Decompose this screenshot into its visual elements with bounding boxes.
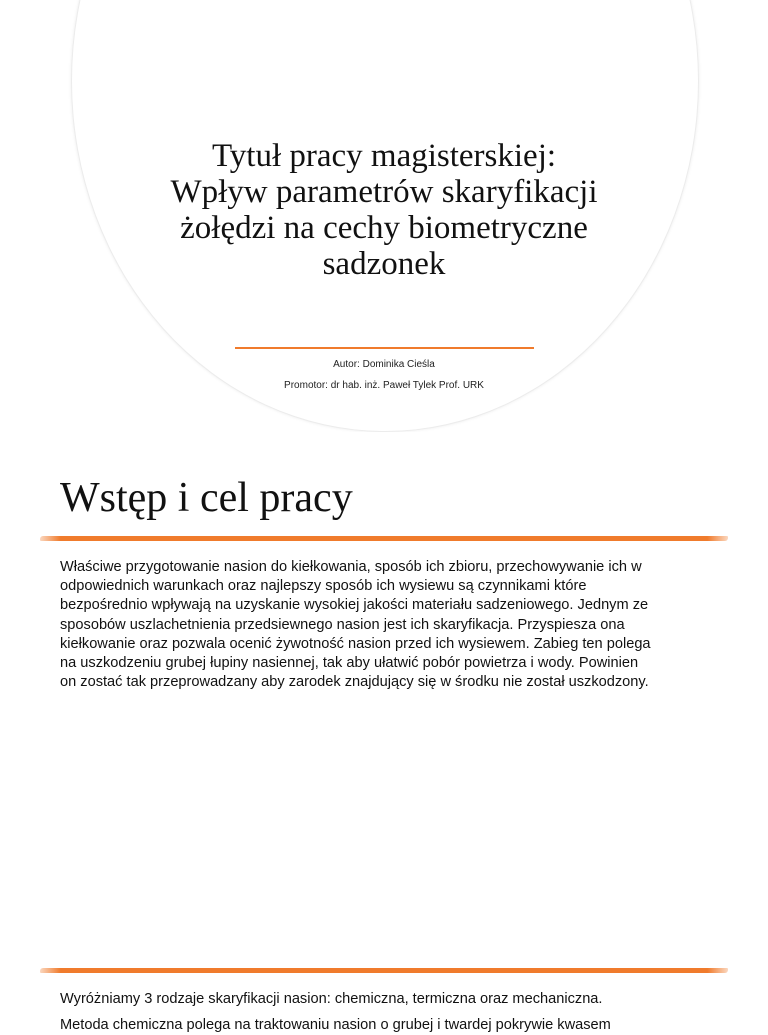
title-divider	[235, 347, 534, 349]
thesis-title-line: Wpływ parametrów skaryfikacji	[170, 174, 598, 210]
paragraph-line: odpowiednich warunkach oraz najlepszy sposób ich wysiewu są czynnikami które	[60, 578, 587, 595]
paragraph-line: sposobów uszlachetnienia przedsiewnego nasion jest ich skaryfikacja. Przyspiesza ona	[60, 616, 625, 633]
chemical-method-line: Metoda chemiczna polega na traktowaniu nasion o grubej i twardej pokrywie kwasem	[60, 1017, 611, 1033]
paragraph-line: na uszkodzeniu grubej łupiny nasiennej, tak aby ułatwić pobór powietrza i wody. Powinien	[60, 655, 639, 672]
paragraph-line: on zostać tak przeprowadzany aby zarodek znajdujący się w środku nie został uszkodzony.	[60, 674, 649, 691]
author-line: Autor: Dominika Cieśla	[333, 359, 435, 370]
promotor-line: Promotor: dr hab. inż. Paweł Tylek Prof. URK	[284, 380, 484, 391]
intro-paragraph	[60, 558, 720, 692]
thesis-title-line: żołędzi na cechy biometryczne	[180, 210, 588, 246]
section-heading: Wstęp i cel pracy	[60, 475, 353, 521]
thesis-title-line: sadzonek	[322, 246, 446, 282]
paragraph-line: Właściwe przygotowanie nasion do kiełkowania, sposób ich zbioru, przechowywanie ich w	[60, 559, 642, 575]
slide-separator	[0, 432, 768, 440]
paragraph-line: bezpośrednio wpływają na uzyskanie wysokiej jakości materiału sadzeniowego. Jednym ze	[60, 597, 649, 614]
footer-divider-brush	[40, 968, 728, 973]
scarification-types-line: Wyróżniamy 3 rodzaje skaryfikacji nasion: chemiczna, termiczna oraz mechaniczna.	[60, 991, 603, 1007]
paragraph-line: kiełkowanie oraz pozwala ocenić żywotność nasion przed ich wysiewem. Zabieg ten polega	[60, 635, 651, 652]
thesis-title	[120, 138, 648, 282]
heading-underline-brush	[40, 536, 728, 541]
thesis-title-line: Tytuł pracy magisterskiej:	[211, 138, 557, 174]
title-slide	[0, 0, 768, 432]
